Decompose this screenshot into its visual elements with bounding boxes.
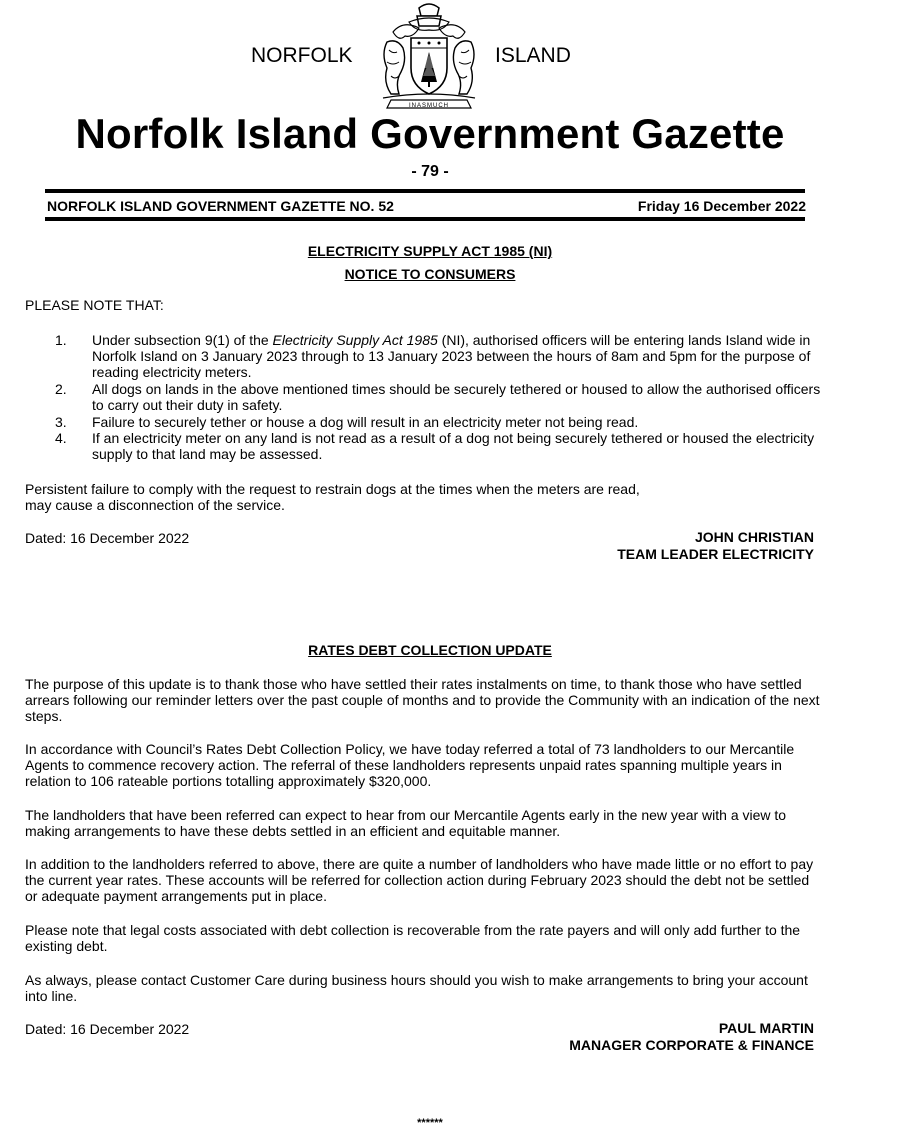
item-text: If an electricity meter on any land is not read as a result of a dog not being securely tethered or housed the electricity supply to that land may be assessed. (92, 430, 815, 462)
notice1-dated: Dated: 16 December 2022 (25, 530, 190, 546)
item-text: All dogs on lands in the above mentioned times should be securely tethered or housed to allow the authorised officers to carry out their duty in safety. (92, 381, 821, 413)
notice1-heading-act: ELECTRICITY SUPPLY ACT 1985 (NI) (307, 243, 553, 259)
page-number: - 79 - (411, 163, 449, 180)
gazette-title: Norfolk Island Government Gazette (75, 110, 785, 157)
notice1-closing-line-2: may cause a disconnection of the service. (25, 497, 285, 513)
notice1-intro: PLEASE NOTE THAT: (25, 297, 164, 313)
notice2-paragraph-6: As always, please contact Customer Care during business hours should you wish to make arrangements to bring your account into line. (25, 972, 808, 1004)
notice1-signatory-name: JOHN CHRISTIAN (694, 529, 814, 545)
coat-of-arms-crest (373, 2, 485, 112)
notice1-closing-line-1: Persistent failure to comply with the request to restrain dogs at the times when the meters are read, (25, 481, 640, 497)
item-number: 1. (55, 332, 67, 348)
notice1-heading-notice: NOTICE TO CONSUMERS (344, 266, 516, 282)
crest-motto: INASMUCH (408, 102, 450, 109)
act-name: Electricity Supply Act 1985 (272, 332, 438, 348)
notice2-paragraph-3: The landholders that have been referred can expect to hear from our Mercantile Agents early in the new year with a view to making arrangements to have these debts settled in an efficient and equitable manner. (25, 807, 787, 839)
notice2-heading: RATES DEBT COLLECTION UPDATE (308, 642, 552, 658)
notice2-paragraph-5: Please note that legal costs associated with debt collection is recoverable from the rate payers and will only add further to the existing debt. (25, 922, 801, 954)
notice1-item-3 (25, 414, 825, 430)
item-text: Under subsection 9(1) of the Electricity Supply Act 1985 (NI), authorised officers will be entering lands Island wide in Norfolk Island on 3 January 2023 through to 13 January 2023 between the hours of 8am and 5pm for the purpose of reading electricity meters. (92, 332, 811, 380)
notice2-signatory-title: MANAGER CORPORATE & FINANCE (569, 1037, 814, 1053)
notice1-item-4 (25, 430, 825, 462)
notice2-dated: Dated: 16 December 2022 (25, 1021, 190, 1037)
item-number: 2. (55, 381, 67, 397)
item-number: 3. (55, 414, 67, 430)
notice2-paragraph-4: In addition to the landholders referred to above, there are quite a number of landholders who have made little or no effort to pay the current year rates. These accounts will be referred for collection action during February 2023 should the debt not be settled or adequate payment arrangements put in place. (25, 856, 814, 904)
header-word-island: ISLAND (495, 44, 571, 67)
notice1-signatory-title: TEAM LEADER ELECTRICITY (617, 546, 814, 562)
gazette-date: Friday 16 December 2022 (637, 198, 806, 214)
header-rule-top (45, 189, 805, 193)
footer-separator: ****** (417, 1117, 443, 1129)
notice2-signatory-name: PAUL MARTIN (718, 1020, 814, 1036)
header-word-norfolk: NORFOLK (251, 44, 353, 67)
item-text: Failure to securely tether or house a dog will result in an electricity meter not being read. (92, 414, 639, 430)
notice1-item-2 (25, 381, 825, 413)
notice1-item-1 (25, 332, 825, 380)
notice2-paragraph-1: The purpose of this update is to thank those who have settled their rates instalments on time, to thank those who have settled arrears following our reminder letters over the past couple of months and to provide the Community with an indication of the next steps. (25, 676, 820, 724)
notice2-paragraph-2: In accordance with Council’s Rates Debt Collection Policy, we have today referred a total of 73 landholders to our Mercantile Agents to commence recovery action. The referral of these landholders represents unpaid rates spanning multiple years in relation to 106 rateable portions totalling approximately $320,000. (25, 741, 795, 789)
item-number: 4. (55, 430, 67, 446)
header-rule-bottom (45, 217, 805, 221)
gazette-number: NORFOLK ISLAND GOVERNMENT GAZETTE NO. 52 (47, 198, 394, 214)
